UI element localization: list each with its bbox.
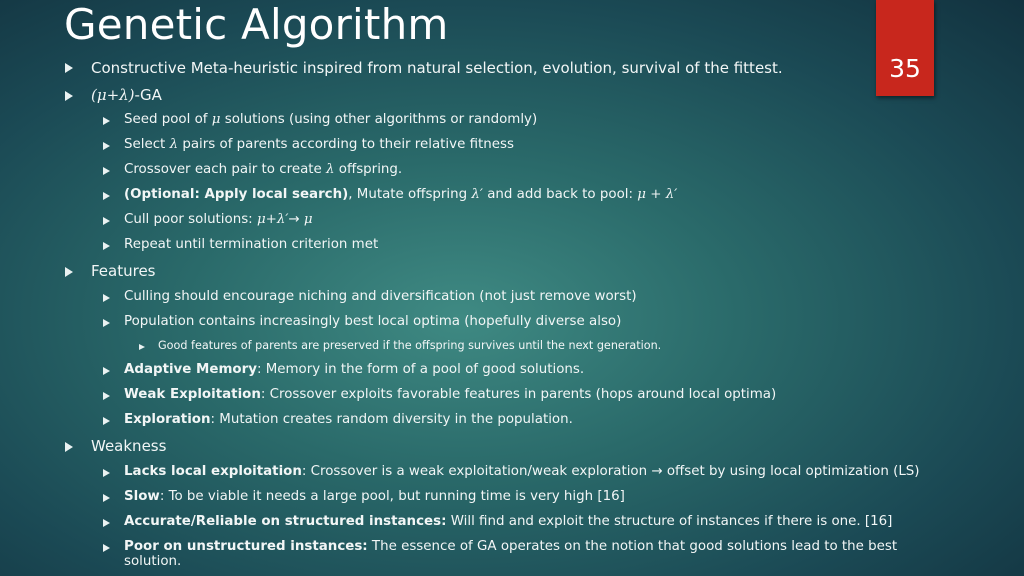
bullet-arrow-icon xyxy=(65,91,73,101)
text-span: -GA xyxy=(134,86,162,104)
math-expression: μ xyxy=(303,212,313,227)
bullet-arrow-icon xyxy=(103,142,110,150)
bold-label: Slow xyxy=(124,489,160,504)
bullet-text: Repeat until termination criterion met xyxy=(124,237,379,252)
bullet-text xyxy=(124,412,573,427)
bullet-text xyxy=(124,539,897,554)
text-span: : Crossover exploits favorable features in parents (hops around local optima) xyxy=(260,387,777,402)
text-span: offspring. xyxy=(334,162,403,177)
bullet-text xyxy=(124,212,313,227)
text-span: Cull poor solutions: xyxy=(124,212,257,227)
bullet-arrow-icon xyxy=(103,469,110,477)
text-span: Will find and exploit the structure of instances if there is one. [16] xyxy=(446,514,893,529)
text-span: : To be viable it needs a large pool, but running time is very high [16] xyxy=(159,489,625,504)
slide-number-badge xyxy=(876,0,934,96)
bold-label: Exploration xyxy=(124,412,211,427)
bullet-text: Culling should encourage niching and diversification (not just remove worst) xyxy=(124,289,637,304)
text-span: : Mutation creates random diversity in the population. xyxy=(210,412,573,427)
text-span: solutions (using other algorithms or randomly) xyxy=(220,112,538,127)
slide-title: Genetic Algorithm xyxy=(64,0,449,49)
bullet-arrow-icon xyxy=(103,242,110,250)
bullet-text xyxy=(124,464,920,479)
text-span: Select xyxy=(124,137,170,152)
math-expression: λ xyxy=(169,137,179,152)
text-span: , Mutate offspring xyxy=(348,187,472,202)
bullet-text: Constructive Meta-heuristic inspired from natural selection, evolution, survival of the fittest. xyxy=(91,59,783,77)
bullet-text: Population contains increasingly best local optima (hopefully diverse also) xyxy=(124,314,622,329)
text-span: pairs of parents according to their relative fitness xyxy=(178,137,514,152)
bold-label: Lacks local exploitation xyxy=(124,464,302,479)
bullet-text xyxy=(124,112,537,127)
bullet-text xyxy=(124,514,892,529)
bullet-text xyxy=(124,162,402,177)
math-expression: μ + λ′ xyxy=(637,187,678,202)
bullet-arrow-icon xyxy=(65,442,73,452)
bold-label: (Optional: Apply local search) xyxy=(124,187,349,202)
bullet-text: Weakness xyxy=(91,437,167,455)
math-expression: (μ+λ) xyxy=(91,86,135,104)
bullet-arrow-icon xyxy=(103,117,110,125)
bullet-arrow-icon xyxy=(103,519,110,527)
bullet-arrow-icon xyxy=(103,417,110,425)
bullet-arrow-icon xyxy=(103,494,110,502)
bullet-text: Good features of parents are preserved if the offspring survives until the next generation. xyxy=(158,339,662,352)
bold-label: Weak Exploitation xyxy=(124,387,261,402)
bullet-text xyxy=(124,137,514,152)
bullet-arrow-icon xyxy=(103,217,110,225)
bullet-arrow-icon xyxy=(103,392,110,400)
math-expression: λ′ xyxy=(471,187,483,202)
bullet-arrow-icon xyxy=(103,544,110,552)
text-span: and add back to pool: xyxy=(482,187,638,202)
bullet-arrow-icon xyxy=(103,294,110,302)
bold-label: Adaptive Memory xyxy=(124,362,257,377)
bold-label: Poor on unstructured instances: xyxy=(124,539,368,554)
bullet-text xyxy=(124,187,677,202)
bullet-text xyxy=(124,362,584,377)
text-span: : Memory in the form of a pool of good solutions. xyxy=(256,362,585,377)
bullet-arrow-icon xyxy=(65,63,73,73)
bullet-arrow-icon xyxy=(65,267,73,277)
bullet-arrow-icon xyxy=(103,319,110,327)
bullet-text: Features xyxy=(91,262,156,280)
bullet-arrow-icon xyxy=(103,192,110,200)
math-expression: μ xyxy=(211,112,221,127)
text-span: The essence of GA operates on the notion that good solutions lead to the best xyxy=(367,539,898,554)
bullet-text xyxy=(91,86,162,104)
bullet-text xyxy=(124,489,625,504)
bullet-arrow-icon xyxy=(103,367,110,375)
bold-label: Accurate/Reliable on structured instances: xyxy=(124,514,447,529)
math-expression: λ xyxy=(326,162,335,177)
bullet-text xyxy=(124,387,776,402)
math-expression: μ+λ′ xyxy=(256,212,289,227)
bullet-arrow-icon xyxy=(103,167,110,175)
bullet-arrow-icon xyxy=(139,344,145,350)
bullet-text-continuation: solution. xyxy=(124,554,182,569)
text-span: Crossover each pair to create xyxy=(124,162,327,177)
text-span: Seed pool of xyxy=(124,112,212,127)
slide-number: 35 xyxy=(889,54,921,83)
arrow-icon: → xyxy=(288,212,304,227)
text-span: : Crossover is a weak exploitation/weak exploration → offset by using local optimization (LS) xyxy=(301,464,920,479)
